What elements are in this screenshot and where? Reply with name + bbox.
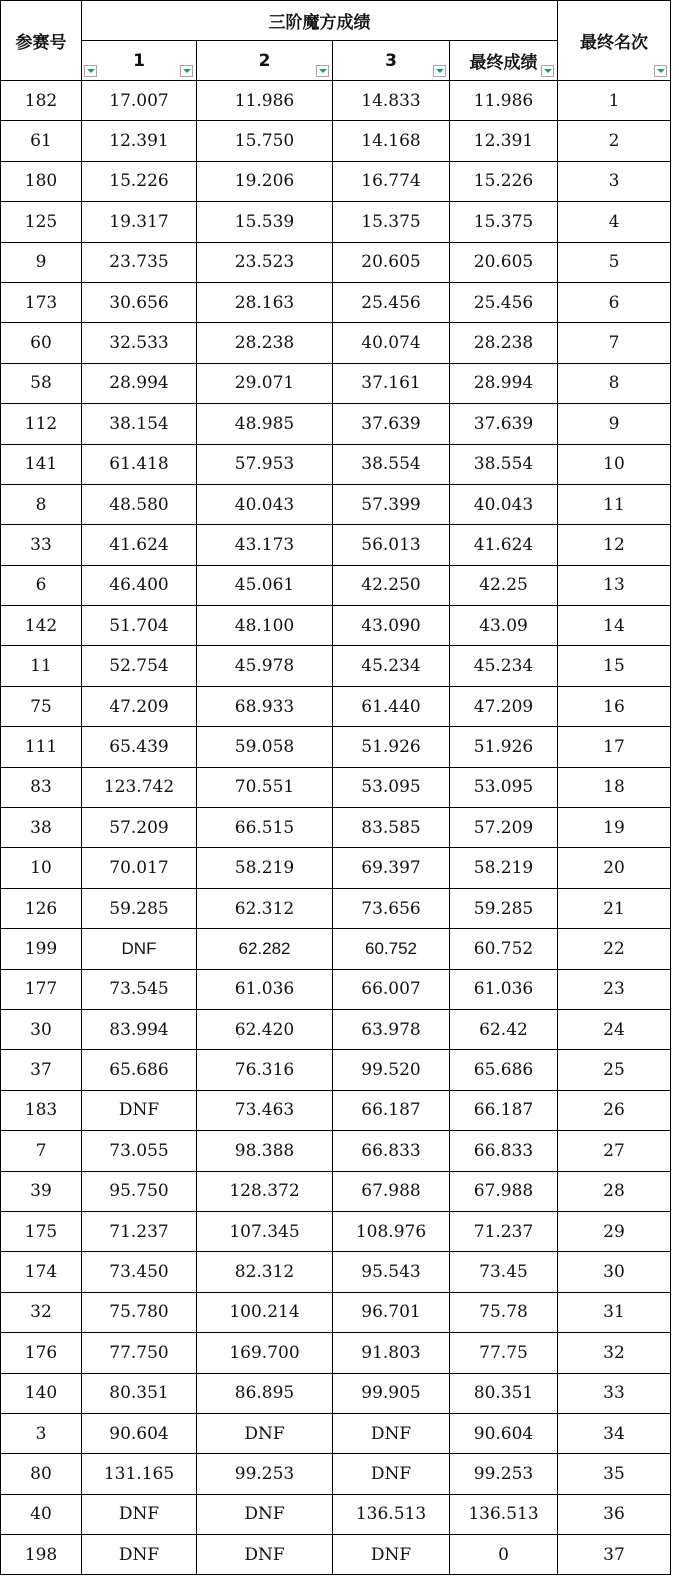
- cell-final-rank[interactable]: 8: [558, 363, 671, 403]
- cell-attempt-2[interactable]: DNF: [197, 1535, 333, 1575]
- cell-attempt-1[interactable]: 90.604: [82, 1413, 197, 1453]
- table-row: [1, 1211, 671, 1251]
- cell-final-rank[interactable]: 19: [558, 808, 671, 848]
- cell-best-result[interactable]: 28.994: [450, 363, 558, 403]
- cell-final-rank[interactable]: 34: [558, 1413, 671, 1453]
- cell-attempt-3[interactable]: 69.397: [333, 848, 450, 888]
- cell-attempt-2[interactable]: 28.163: [197, 282, 333, 322]
- cell-attempt-1[interactable]: 131.165: [82, 1454, 197, 1494]
- cell-best-result[interactable]: 58.219: [450, 848, 558, 888]
- cell-attempt-2[interactable]: 59.058: [197, 727, 333, 767]
- cell-best-result[interactable]: 43.09: [450, 606, 558, 646]
- cell-final-rank[interactable]: 22: [558, 929, 671, 969]
- cell-best-result[interactable]: 90.604: [450, 1413, 558, 1453]
- cell-final-rank[interactable]: 36: [558, 1494, 671, 1534]
- cell-best-result[interactable]: 38.554: [450, 444, 558, 484]
- cell-final-rank[interactable]: 30: [558, 1252, 671, 1292]
- cell-final-rank[interactable]: 25: [558, 1050, 671, 1090]
- cell-attempt-3[interactable]: 43.090: [333, 606, 450, 646]
- cell-attempt-2[interactable]: 66.515: [197, 808, 333, 848]
- table-row: [1, 767, 671, 807]
- cell-attempt-1[interactable]: DNF: [82, 1535, 197, 1575]
- cell-entry-number[interactable]: 141: [1, 444, 82, 484]
- cell-best-result[interactable]: 59.285: [450, 888, 558, 928]
- cell-attempt-2[interactable]: 48.100: [197, 606, 333, 646]
- cell-best-result[interactable]: 42.25: [450, 565, 558, 605]
- cell-final-rank[interactable]: 35: [558, 1454, 671, 1494]
- cell-best-result[interactable]: 66.187: [450, 1090, 558, 1130]
- cell-attempt-1[interactable]: 23.735: [82, 242, 197, 282]
- cell-final-rank[interactable]: 37: [558, 1535, 671, 1575]
- cell-final-rank[interactable]: 29: [558, 1211, 671, 1251]
- cell-attempt-1[interactable]: 70.017: [82, 848, 197, 888]
- cell-final-rank[interactable]: 23: [558, 969, 671, 1009]
- cell-attempt-3[interactable]: 20.605: [333, 242, 450, 282]
- cell-best-result[interactable]: 28.238: [450, 323, 558, 363]
- cell-final-rank[interactable]: 17: [558, 727, 671, 767]
- cell-attempt-2[interactable]: 70.551: [197, 767, 333, 807]
- cell-attempt-3[interactable]: 51.926: [333, 727, 450, 767]
- cell-best-result[interactable]: 0: [450, 1535, 558, 1575]
- cell-entry-number[interactable]: 80: [1, 1454, 82, 1494]
- cell-attempt-3[interactable]: 60.752: [333, 929, 450, 969]
- cell-entry-number[interactable]: 198: [1, 1535, 82, 1575]
- cell-entry-number[interactable]: 32: [1, 1292, 82, 1332]
- cell-attempt-2[interactable]: 19.206: [197, 161, 333, 201]
- cell-entry-number[interactable]: 176: [1, 1333, 82, 1373]
- cell-entry-number[interactable]: 142: [1, 606, 82, 646]
- table-row: [1, 525, 671, 565]
- cell-final-rank[interactable]: 3: [558, 161, 671, 201]
- cell-entry-number[interactable]: 111: [1, 727, 82, 767]
- cell-entry-number[interactable]: 58: [1, 363, 82, 403]
- cell-attempt-1[interactable]: 73.545: [82, 969, 197, 1009]
- cell-entry-number[interactable]: 10: [1, 848, 82, 888]
- cell-final-rank[interactable]: 26: [558, 1090, 671, 1130]
- cell-entry-number[interactable]: 75: [1, 686, 82, 726]
- cell-attempt-3[interactable]: 99.520: [333, 1050, 450, 1090]
- cell-best-result[interactable]: 80.351: [450, 1373, 558, 1413]
- cell-entry-number[interactable]: 175: [1, 1211, 82, 1251]
- cell-best-result[interactable]: 65.686: [450, 1050, 558, 1090]
- cell-attempt-1[interactable]: 80.351: [82, 1373, 197, 1413]
- cell-attempt-3[interactable]: 108.976: [333, 1211, 450, 1251]
- cell-best-result[interactable]: 57.209: [450, 808, 558, 848]
- cell-entry-number[interactable]: 83: [1, 767, 82, 807]
- cell-attempt-1[interactable]: 48.580: [82, 484, 197, 524]
- cell-attempt-2[interactable]: 40.043: [197, 484, 333, 524]
- cell-attempt-1[interactable]: 46.400: [82, 565, 197, 605]
- header-attempt-2: 2: [197, 41, 333, 81]
- header-group-3x3-results: 三阶魔方成绩: [82, 1, 558, 41]
- cell-attempt-2[interactable]: DNF: [197, 1494, 333, 1534]
- cell-attempt-1[interactable]: 73.450: [82, 1252, 197, 1292]
- cell-attempt-2[interactable]: 23.523: [197, 242, 333, 282]
- cell-attempt-1[interactable]: DNF: [82, 1494, 197, 1534]
- cell-attempt-1[interactable]: 41.624: [82, 525, 197, 565]
- cell-attempt-1[interactable]: 15.226: [82, 161, 197, 201]
- table-row: [1, 1373, 671, 1413]
- cell-best-result[interactable]: 62.42: [450, 1009, 558, 1049]
- cell-attempt-2[interactable]: 15.750: [197, 121, 333, 161]
- cell-best-result[interactable]: 25.456: [450, 282, 558, 322]
- cell-attempt-1[interactable]: 19.317: [82, 202, 197, 242]
- cell-best-result[interactable]: 11.986: [450, 81, 558, 121]
- table-row: [1, 848, 671, 888]
- table-row: [1, 565, 671, 605]
- table-row: [1, 808, 671, 848]
- cell-attempt-1[interactable]: 75.780: [82, 1292, 197, 1332]
- header-final-rank: 最终名次: [558, 1, 671, 81]
- cell-attempt-3[interactable]: 63.978: [333, 1009, 450, 1049]
- cell-best-result[interactable]: 51.926: [450, 727, 558, 767]
- cell-attempt-3[interactable]: 42.250: [333, 565, 450, 605]
- table-row: [1, 1090, 671, 1130]
- cell-attempt-3[interactable]: 14.833: [333, 81, 450, 121]
- cell-best-result[interactable]: 75.78: [450, 1292, 558, 1332]
- table-row: [1, 121, 671, 161]
- cell-entry-number[interactable]: 60: [1, 323, 82, 363]
- cell-attempt-1[interactable]: 77.750: [82, 1333, 197, 1373]
- cell-best-result[interactable]: 71.237: [450, 1211, 558, 1251]
- table-row: [1, 323, 671, 363]
- cell-attempt-1[interactable]: 73.055: [82, 1131, 197, 1171]
- cell-attempt-1[interactable]: 30.656: [82, 282, 197, 322]
- cell-attempt-3[interactable]: 67.988: [333, 1171, 450, 1211]
- cell-final-rank[interactable]: 15: [558, 646, 671, 686]
- table-row: [1, 404, 671, 444]
- header-attempt-3: 3: [333, 41, 450, 81]
- cell-entry-number[interactable]: 38: [1, 808, 82, 848]
- cell-attempt-3[interactable]: DNF: [333, 1454, 450, 1494]
- cell-attempt-2[interactable]: 58.219: [197, 848, 333, 888]
- cell-final-rank[interactable]: 2: [558, 121, 671, 161]
- cell-attempt-2[interactable]: 86.895: [197, 1373, 333, 1413]
- cell-attempt-1[interactable]: 12.391: [82, 121, 197, 161]
- cell-final-rank[interactable]: 10: [558, 444, 671, 484]
- cell-entry-number[interactable]: 112: [1, 404, 82, 444]
- table-row: [1, 686, 671, 726]
- cell-best-result[interactable]: 15.375: [450, 202, 558, 242]
- cell-entry-number[interactable]: 6: [1, 565, 82, 605]
- cell-entry-number[interactable]: 182: [1, 81, 82, 121]
- filter-dropdown-icon[interactable]: [180, 65, 193, 77]
- cell-best-result[interactable]: 136.513: [450, 1494, 558, 1534]
- cell-attempt-3[interactable]: 73.656: [333, 888, 450, 928]
- cell-attempt-1[interactable]: 65.686: [82, 1050, 197, 1090]
- cell-final-rank[interactable]: 5: [558, 242, 671, 282]
- cell-final-rank[interactable]: 16: [558, 686, 671, 726]
- cell-attempt-2[interactable]: 45.061: [197, 565, 333, 605]
- cell-attempt-2[interactable]: 100.214: [197, 1292, 333, 1332]
- cell-final-rank[interactable]: 20: [558, 848, 671, 888]
- cell-entry-number[interactable]: 9: [1, 242, 82, 282]
- cell-entry-number[interactable]: 33: [1, 525, 82, 565]
- cell-entry-number[interactable]: 174: [1, 1252, 82, 1292]
- cell-attempt-3[interactable]: 66.187: [333, 1090, 450, 1130]
- cell-attempt-3[interactable]: 91.803: [333, 1333, 450, 1373]
- cell-attempt-1[interactable]: 17.007: [82, 81, 197, 121]
- cell-attempt-1[interactable]: DNF: [82, 1090, 197, 1130]
- filter-dropdown-icon[interactable]: [433, 65, 446, 77]
- cell-entry-number[interactable]: 7: [1, 1131, 82, 1171]
- cell-attempt-2[interactable]: 98.388: [197, 1131, 333, 1171]
- table-row: [1, 363, 671, 403]
- cell-entry-number[interactable]: 140: [1, 1373, 82, 1413]
- cell-attempt-3[interactable]: 57.399: [333, 484, 450, 524]
- cell-best-result[interactable]: 77.75: [450, 1333, 558, 1373]
- cell-final-rank[interactable]: 6: [558, 282, 671, 322]
- cell-attempt-2[interactable]: 62.282: [197, 929, 333, 969]
- cell-entry-number[interactable]: 11: [1, 646, 82, 686]
- cell-attempt-3[interactable]: DNF: [333, 1413, 450, 1453]
- filter-dropdown-icon[interactable]: [654, 65, 667, 77]
- table-row: [1, 1333, 671, 1373]
- cell-attempt-3[interactable]: 99.905: [333, 1373, 450, 1413]
- header-attempt-1: 1: [82, 41, 197, 81]
- cell-best-result[interactable]: 45.234: [450, 646, 558, 686]
- cell-attempt-3[interactable]: 45.234: [333, 646, 450, 686]
- cell-attempt-3[interactable]: 66.007: [333, 969, 450, 1009]
- cell-attempt-3[interactable]: 83.585: [333, 808, 450, 848]
- cell-attempt-2[interactable]: 82.312: [197, 1252, 333, 1292]
- cell-attempt-1[interactable]: 51.704: [82, 606, 197, 646]
- cell-attempt-2[interactable]: 29.071: [197, 363, 333, 403]
- cell-final-rank[interactable]: 24: [558, 1009, 671, 1049]
- cell-entry-number[interactable]: 8: [1, 484, 82, 524]
- header-best-result: 最终成绩: [450, 41, 558, 81]
- cell-best-result[interactable]: 20.605: [450, 242, 558, 282]
- table-row: [1, 1252, 671, 1292]
- cell-attempt-3[interactable]: 37.639: [333, 404, 450, 444]
- table-row: [1, 161, 671, 201]
- cell-final-rank[interactable]: 27: [558, 1131, 671, 1171]
- cell-final-rank[interactable]: 9: [558, 404, 671, 444]
- cell-final-rank[interactable]: 18: [558, 767, 671, 807]
- cell-attempt-3[interactable]: 53.095: [333, 767, 450, 807]
- cell-attempt-3[interactable]: 25.456: [333, 282, 450, 322]
- filter-dropdown-icon[interactable]: [541, 65, 554, 77]
- cell-attempt-2[interactable]: DNF: [197, 1413, 333, 1453]
- cell-attempt-2[interactable]: 169.700: [197, 1333, 333, 1373]
- cell-best-result[interactable]: 40.043: [450, 484, 558, 524]
- cell-entry-number[interactable]: 173: [1, 282, 82, 322]
- table-row: [1, 242, 671, 282]
- cell-attempt-2[interactable]: 15.539: [197, 202, 333, 242]
- cell-best-result[interactable]: 66.833: [450, 1131, 558, 1171]
- cell-entry-number[interactable]: 125: [1, 202, 82, 242]
- cell-best-result[interactable]: 12.391: [450, 121, 558, 161]
- table-row: [1, 1050, 671, 1090]
- table-row: [1, 444, 671, 484]
- cell-entry-number[interactable]: 39: [1, 1171, 82, 1211]
- cell-best-result[interactable]: 53.095: [450, 767, 558, 807]
- cell-attempt-1[interactable]: 123.742: [82, 767, 197, 807]
- cell-attempt-2[interactable]: 43.173: [197, 525, 333, 565]
- cell-final-rank[interactable]: 4: [558, 202, 671, 242]
- cell-best-result[interactable]: 99.253: [450, 1454, 558, 1494]
- cell-attempt-3[interactable]: 66.833: [333, 1131, 450, 1171]
- cell-attempt-1[interactable]: 59.285: [82, 888, 197, 928]
- cell-attempt-1[interactable]: 57.209: [82, 808, 197, 848]
- cell-attempt-2[interactable]: 73.463: [197, 1090, 333, 1130]
- cell-best-result[interactable]: 37.639: [450, 404, 558, 444]
- cell-attempt-1[interactable]: 32.533: [82, 323, 197, 363]
- cell-attempt-2[interactable]: 76.316: [197, 1050, 333, 1090]
- cell-attempt-3[interactable]: 16.774: [333, 161, 450, 201]
- header-entry-number-label: 参赛号: [15, 33, 67, 53]
- cell-best-result[interactable]: 41.624: [450, 525, 558, 565]
- cell-final-rank[interactable]: 32: [558, 1333, 671, 1373]
- cell-final-rank[interactable]: 28: [558, 1171, 671, 1211]
- results-body: [1, 81, 671, 1575]
- table-row: [1, 1494, 671, 1534]
- cell-entry-number[interactable]: 37: [1, 1050, 82, 1090]
- cell-best-result[interactable]: 47.209: [450, 686, 558, 726]
- cell-best-result[interactable]: 61.036: [450, 969, 558, 1009]
- header-entry-number[interactable]: [1, 1, 82, 81]
- cell-entry-number[interactable]: 3: [1, 1413, 82, 1453]
- cell-final-rank[interactable]: 7: [558, 323, 671, 363]
- cell-best-result[interactable]: 73.45: [450, 1252, 558, 1292]
- filter-dropdown-icon[interactable]: [316, 65, 329, 77]
- cell-final-rank[interactable]: 1: [558, 81, 671, 121]
- cell-entry-number[interactable]: 40: [1, 1494, 82, 1534]
- table-row: [1, 1009, 671, 1049]
- table-row: [1, 727, 671, 767]
- cell-final-rank[interactable]: 33: [558, 1373, 671, 1413]
- cell-attempt-2[interactable]: 45.978: [197, 646, 333, 686]
- table-row: [1, 1171, 671, 1211]
- cell-entry-number[interactable]: 177: [1, 969, 82, 1009]
- table-row: [1, 969, 671, 1009]
- cell-attempt-3[interactable]: 37.161: [333, 363, 450, 403]
- cell-attempt-1[interactable]: 38.154: [82, 404, 197, 444]
- cell-attempt-1[interactable]: 28.994: [82, 363, 197, 403]
- cell-entry-number[interactable]: 183: [1, 1090, 82, 1130]
- cell-attempt-2[interactable]: 62.420: [197, 1009, 333, 1049]
- table-row: [1, 1454, 671, 1494]
- cell-attempt-2[interactable]: 68.933: [197, 686, 333, 726]
- table-row: [1, 1413, 671, 1453]
- table-row: [1, 202, 671, 242]
- cell-entry-number[interactable]: 30: [1, 1009, 82, 1049]
- cell-attempt-2[interactable]: 57.953: [197, 444, 333, 484]
- cell-final-rank[interactable]: 14: [558, 606, 671, 646]
- cell-final-rank[interactable]: 31: [558, 1292, 671, 1332]
- cell-attempt-1[interactable]: 61.418: [82, 444, 197, 484]
- cell-attempt-1[interactable]: 95.750: [82, 1171, 197, 1211]
- cell-attempt-3[interactable]: DNF: [333, 1535, 450, 1575]
- cell-final-rank[interactable]: 12: [558, 525, 671, 565]
- cell-best-result[interactable]: 60.752: [450, 929, 558, 969]
- cell-entry-number[interactable]: 199: [1, 929, 82, 969]
- cell-attempt-2[interactable]: 99.253: [197, 1454, 333, 1494]
- table-row: [1, 81, 671, 121]
- cell-attempt-1[interactable]: 83.994: [82, 1009, 197, 1049]
- cell-attempt-1[interactable]: 65.439: [82, 727, 197, 767]
- cell-final-rank[interactable]: 13: [558, 565, 671, 605]
- cell-attempt-3[interactable]: 15.375: [333, 202, 450, 242]
- table-row: [1, 1535, 671, 1575]
- cell-attempt-3[interactable]: 95.543: [333, 1252, 450, 1292]
- table-row: [1, 1131, 671, 1171]
- filter-dropdown-icon[interactable]: [84, 65, 97, 77]
- table-row: [1, 888, 671, 928]
- table-row: [1, 606, 671, 646]
- cell-attempt-2[interactable]: 28.238: [197, 323, 333, 363]
- cell-attempt-1[interactable]: 52.754: [82, 646, 197, 686]
- cell-attempt-3[interactable]: 136.513: [333, 1494, 450, 1534]
- table-row: [1, 484, 671, 524]
- cell-attempt-2[interactable]: 61.036: [197, 969, 333, 1009]
- cell-entry-number[interactable]: 126: [1, 888, 82, 928]
- cell-final-rank[interactable]: 21: [558, 888, 671, 928]
- cell-entry-number[interactable]: 61: [1, 121, 82, 161]
- cell-attempt-1[interactable]: 71.237: [82, 1211, 197, 1251]
- table-row: [1, 646, 671, 686]
- cell-attempt-3[interactable]: 14.168: [333, 121, 450, 161]
- cell-attempt-1[interactable]: 47.209: [82, 686, 197, 726]
- cell-best-result[interactable]: 15.226: [450, 161, 558, 201]
- cell-attempt-2[interactable]: 11.986: [197, 81, 333, 121]
- cell-attempt-3[interactable]: 61.440: [333, 686, 450, 726]
- cell-attempt-2[interactable]: 128.372: [197, 1171, 333, 1211]
- table-row: [1, 282, 671, 322]
- cell-best-result[interactable]: 67.988: [450, 1171, 558, 1211]
- cell-attempt-1[interactable]: DNF: [82, 929, 197, 969]
- cell-final-rank[interactable]: 11: [558, 484, 671, 524]
- cell-attempt-3[interactable]: 40.074: [333, 323, 450, 363]
- table-row: [1, 929, 671, 969]
- cell-attempt-2[interactable]: 48.985: [197, 404, 333, 444]
- cell-attempt-3[interactable]: 56.013: [333, 525, 450, 565]
- cell-attempt-2[interactable]: 62.312: [197, 888, 333, 928]
- cell-attempt-3[interactable]: 96.701: [333, 1292, 450, 1332]
- cell-entry-number[interactable]: 180: [1, 161, 82, 201]
- table-row: [1, 1292, 671, 1332]
- cell-attempt-3[interactable]: 38.554: [333, 444, 450, 484]
- cell-attempt-2[interactable]: 107.345: [197, 1211, 333, 1251]
